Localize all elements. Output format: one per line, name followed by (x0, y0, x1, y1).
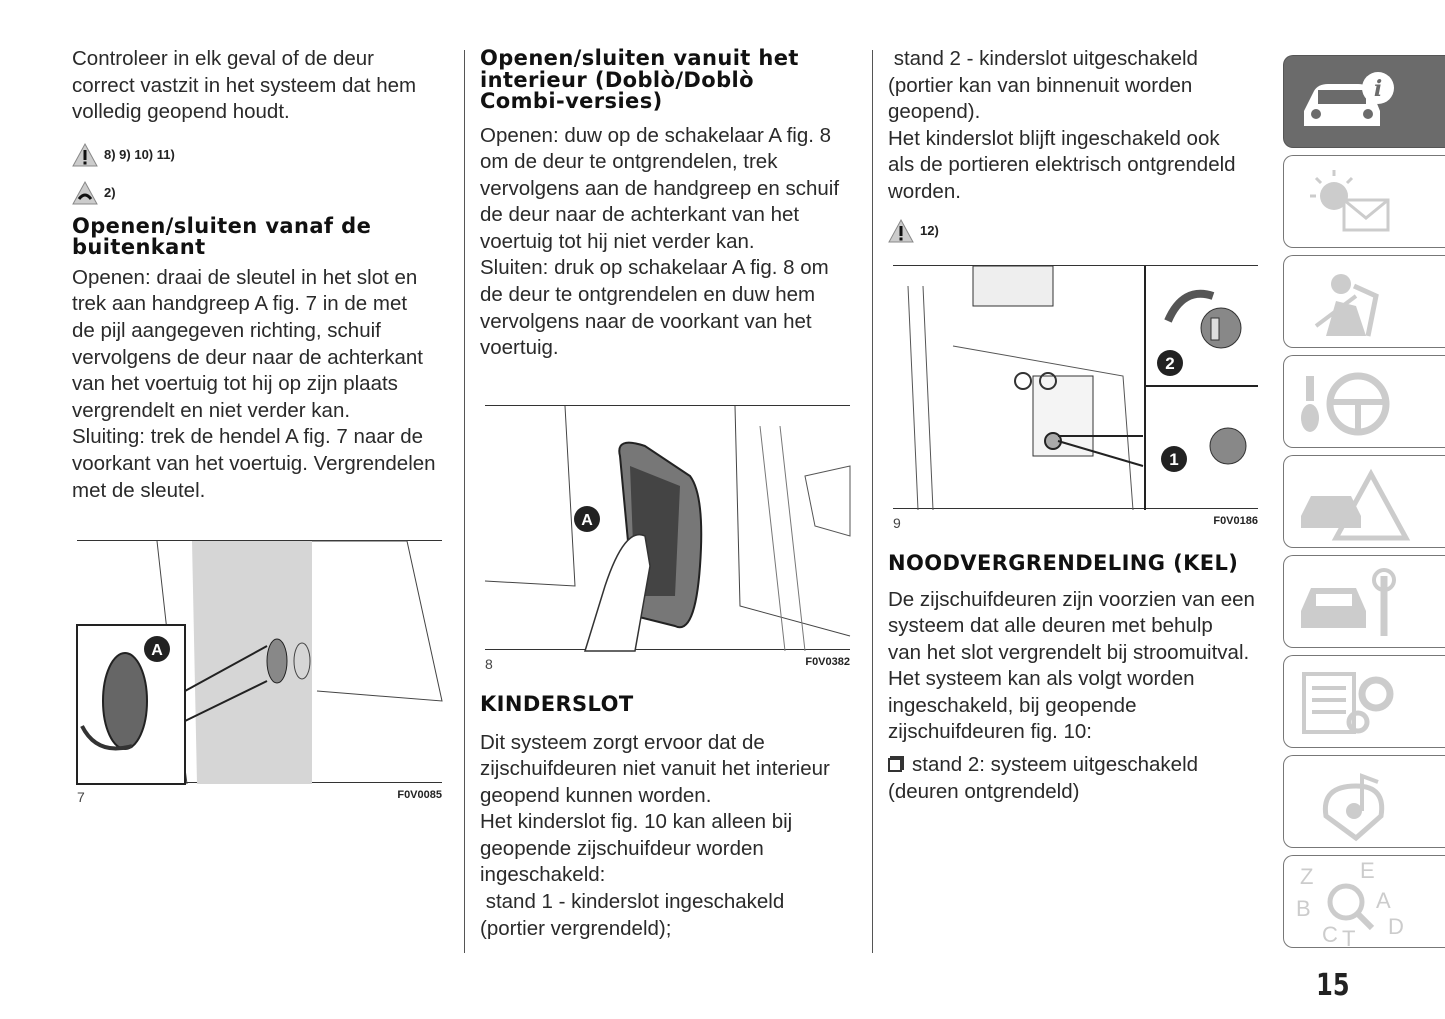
figure-7 (77, 540, 442, 805)
text-line: systeem dat alle deuren met behulp (888, 614, 1213, 638)
text-line: met de sleutel. (72, 478, 206, 502)
svg-text:C: C (1322, 922, 1338, 947)
section-body (888, 587, 1263, 806)
text-line: (deuren ontgrendeld) (888, 779, 1080, 803)
lights-message-icon (1296, 166, 1406, 238)
text-line: volledig geopend houdt. (72, 100, 290, 124)
figure-label-2: 2 (1165, 354, 1175, 373)
figure-9 (893, 265, 1258, 531)
text-line: om de deur te ontgrendelen, trek (480, 150, 778, 174)
tab-lights-messages[interactable] (1283, 155, 1445, 248)
text-line: Het systeem kan als volgt worden (888, 667, 1195, 691)
text-line: ingeschakeld: (480, 863, 606, 887)
airbag-seat-icon (1296, 266, 1406, 338)
column-1 (72, 46, 447, 504)
child-lock-illustration (893, 266, 1258, 510)
text-line: geopend). (888, 100, 981, 124)
column-divider (464, 50, 465, 953)
text-line: (portier kan van binnenuit worden (888, 73, 1193, 97)
checkbox-bullet-icon (888, 758, 902, 772)
section-heading: Openen/sluiten vanaf de buitenkant (72, 213, 372, 260)
text-line: zijschuifdeuren niet vanuit het interieur (480, 757, 830, 781)
figure-8-image (485, 405, 850, 650)
text-line: van het slot vergrendelt bij stroomuitval. (888, 640, 1250, 664)
tab-car-info[interactable] (1283, 55, 1445, 148)
warning-reference (888, 216, 1263, 246)
tab-multimedia[interactable] (1283, 755, 1445, 848)
emergency-icon (1296, 466, 1406, 538)
figure-7-image (77, 540, 442, 783)
page-number: 15 (1316, 968, 1350, 1003)
text-line: worden. (888, 179, 961, 203)
car-info-icon (1296, 66, 1406, 138)
text-line: (portier vergrendeld); (480, 916, 672, 940)
section-body (72, 265, 447, 504)
svg-text:D: D (1388, 914, 1404, 939)
svg-text:E: E (1360, 858, 1375, 883)
text-line: vervolgens aan de handgreep en schuif (480, 176, 840, 200)
text-line: de pijl aangegeven richting, schuif (72, 318, 381, 342)
tab-emergency[interactable] (1283, 455, 1445, 548)
text-line: correct vastzit in het systeem dat hem (72, 73, 417, 97)
text-line: Dit systeem zorgt ervoor dat de (480, 730, 765, 754)
sliding-door-illustration (77, 541, 442, 784)
column-2 (480, 48, 852, 362)
text-line: vervolgens de deur naar de achterkant (72, 345, 424, 369)
section-body (888, 46, 1263, 206)
warning-refs: 12) (920, 223, 939, 239)
svg-text:i: i (1373, 76, 1383, 102)
text-line: vervolgens naar de voorkant van het (480, 309, 812, 333)
text-line: vergrendelt en niet verder kan. (72, 398, 351, 422)
figure-label-1: 1 (1169, 450, 1179, 469)
tab-starting-driving[interactable] (1283, 355, 1445, 448)
figure-code: F0V0085 (397, 789, 442, 801)
text-line: geopende zijschuifdeur worden (480, 836, 764, 860)
text-line: van het voertuig tot hij op zijn plaats (72, 372, 398, 396)
environment-reference (72, 178, 447, 208)
section-heading: Openen/sluiten vanuit het interieur (Doblò/Doblò Combi-versies) (480, 46, 799, 113)
warning-reference (72, 140, 447, 170)
figure-caption (893, 515, 1258, 531)
warning-icon (888, 219, 914, 243)
svg-text:Z: Z (1300, 864, 1314, 889)
text-line: Controleer in elk geval of de deur (72, 47, 374, 70)
text-line: Het kinderslot fig. 10 kan alleen bij (480, 810, 793, 834)
figure-9-image (893, 265, 1258, 509)
figure-code: F0V0382 (805, 656, 850, 668)
figure-code: F0V0186 (1213, 515, 1258, 527)
section-body (480, 730, 852, 943)
text-line: zijschuifdeuren fig. 10: (888, 720, 1092, 744)
figure-label-a: A (151, 642, 163, 659)
warning-refs: 8) 9) 10) 11) (104, 147, 175, 163)
intro-text (72, 46, 447, 126)
car-maintenance-icon (1296, 566, 1406, 638)
text-line: de deur te ontgrendelen en duw hem (480, 283, 816, 307)
multimedia-icon (1296, 766, 1406, 838)
text-line: stand 2: systeem uitgeschakeld (912, 753, 1199, 777)
text-line: De zijschuifdeuren zijn voorzien van een (888, 587, 1255, 611)
svg-text:B: B (1296, 896, 1311, 921)
text-line: stand 2 - kinderslot uitgeschakeld (888, 47, 1198, 70)
figure-caption (485, 656, 850, 672)
tab-safety[interactable] (1283, 255, 1445, 348)
tab-technical-data[interactable] (1283, 655, 1445, 748)
text-line: voertuig. (480, 336, 559, 360)
figure-number: 7 (77, 789, 85, 805)
interior-handle-illustration (485, 406, 850, 651)
env-refs: 2) (104, 185, 116, 201)
svg-text:A: A (1376, 888, 1391, 913)
text-line: Sluiting: trek de hendel A fig. 7 naar de (72, 425, 424, 449)
column-divider (872, 50, 873, 953)
text-line: ingeschakeld, bij geopende (888, 693, 1137, 717)
text-line: stand 1 - kinderslot ingeschakeld (480, 890, 785, 914)
specs-gear-icon (1296, 666, 1406, 738)
figure-number: 9 (893, 515, 901, 531)
text-line: Openen: draai de sleutel in het slot en (72, 265, 418, 289)
section-heading: KINDERSLOT (480, 692, 634, 716)
environment-icon (72, 181, 98, 205)
section-heading: NOODVERGRENDELING (KEL) (888, 551, 1239, 575)
kinderslot-section (480, 694, 852, 942)
chapter-tabs (1283, 55, 1445, 955)
text-line: voertuig tot hij niet verder kan. (480, 229, 755, 253)
tab-maintenance[interactable] (1283, 555, 1445, 648)
text-line: Het kinderslot blijft ingeschakeld ook (888, 126, 1220, 150)
figure-8 (485, 405, 850, 672)
key-steering-icon (1296, 366, 1406, 438)
text-line: geopend kunnen worden. (480, 783, 712, 807)
text-line: voorkant van het voertuig. Vergrendelen (72, 451, 436, 475)
warning-icon (72, 143, 98, 167)
section-body (480, 123, 852, 362)
text-line: Openen: duw op de schakelaar A fig. 8 (480, 123, 832, 147)
figure-caption (77, 789, 442, 805)
figure-number: 8 (485, 656, 493, 672)
column-3 (888, 46, 1263, 254)
index-icon (1296, 858, 1406, 951)
text-line: Sluiten: druk op schakelaar A fig. 8 om (480, 256, 829, 280)
noodvergrendeling-section (888, 553, 1263, 805)
text-line: als de portieren elektrisch ontgrendeld (888, 153, 1236, 177)
text-line: trek aan handgreep A fig. 7 in de met (72, 292, 408, 316)
tab-index[interactable] (1283, 855, 1445, 951)
bullet-item (888, 752, 1263, 779)
svg-text:T: T (1342, 926, 1356, 951)
text-line: de deur naar de achterkant van het (480, 203, 800, 227)
figure-label-a: A (581, 512, 593, 529)
